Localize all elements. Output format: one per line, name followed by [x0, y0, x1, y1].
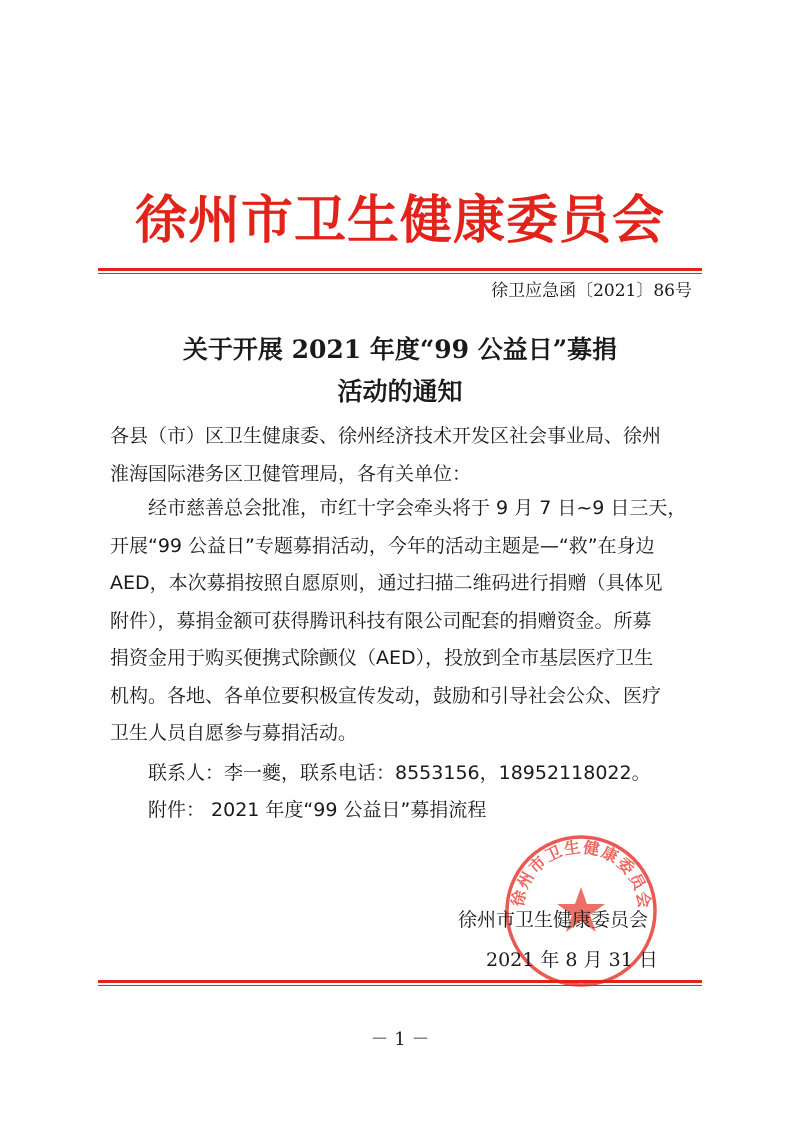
- signature-organization: 徐州市卫生健康委员会: [458, 909, 649, 931]
- addressee-line: 淮海国际港务区卫健管理局，各有关单位：: [110, 462, 472, 485]
- body-line: 捐资金用于购买便携式除颤仪（AED），投放到全市基层医疗卫生: [110, 647, 654, 669]
- footer-red-rule-thin: [98, 985, 702, 986]
- body-line: 开展“99 公益日”专题募捐活动，今年的活动主题是—“救”在身边: [110, 534, 655, 557]
- organization-title: 徐州市卫生健康委员会: [134, 190, 665, 251]
- seal-text: 徐州市卫生健康委员会: [507, 837, 655, 910]
- attachment-note: 附件： 2021 年度“99 公益日”募捐流程: [148, 799, 487, 821]
- document-number: 徐卫应急函〔2021〕86号: [491, 281, 692, 301]
- notice-title-line-1: 关于开展 2021 年度“99 公益日”募捐: [182, 335, 618, 364]
- addressee-line: 各县（市）区卫生健康委、徐州经济技术开发区社会事业局、徐州: [110, 425, 662, 447]
- body-line: 机构。各地、各单位要积极宣传发动，鼓励和引导社会公众、医疗: [110, 684, 662, 707]
- header-red-rule: [98, 268, 702, 271]
- header-red-rule-thin: [98, 273, 702, 274]
- page-number: － 1 －: [370, 1029, 430, 1050]
- body-line: 卫生人员自愿参与募捐活动。: [110, 722, 358, 744]
- addressee-block: [110, 418, 700, 493]
- contact-info: 联系人：李一夔，联系电话：8553156，18952118022。: [148, 762, 651, 784]
- body-paragraph: [110, 490, 700, 753]
- body-line: AED，本次募捐按照自愿原则，通过扫描二维码进行捐赠（具体见: [110, 572, 663, 594]
- footer-red-rule: [98, 980, 702, 983]
- body-line: 经市慈善总会批准，市红十字会牵头将于 9 月 7 日~9 日三天，: [148, 497, 687, 519]
- signature-date: 2021 年 8 月 31 日: [486, 949, 658, 971]
- notice-title-line-2: 活动的通知: [337, 377, 463, 406]
- body-line: 附件），募捐金额可获得腾讯科技有限公司配套的捐赠资金。所募: [110, 609, 652, 632]
